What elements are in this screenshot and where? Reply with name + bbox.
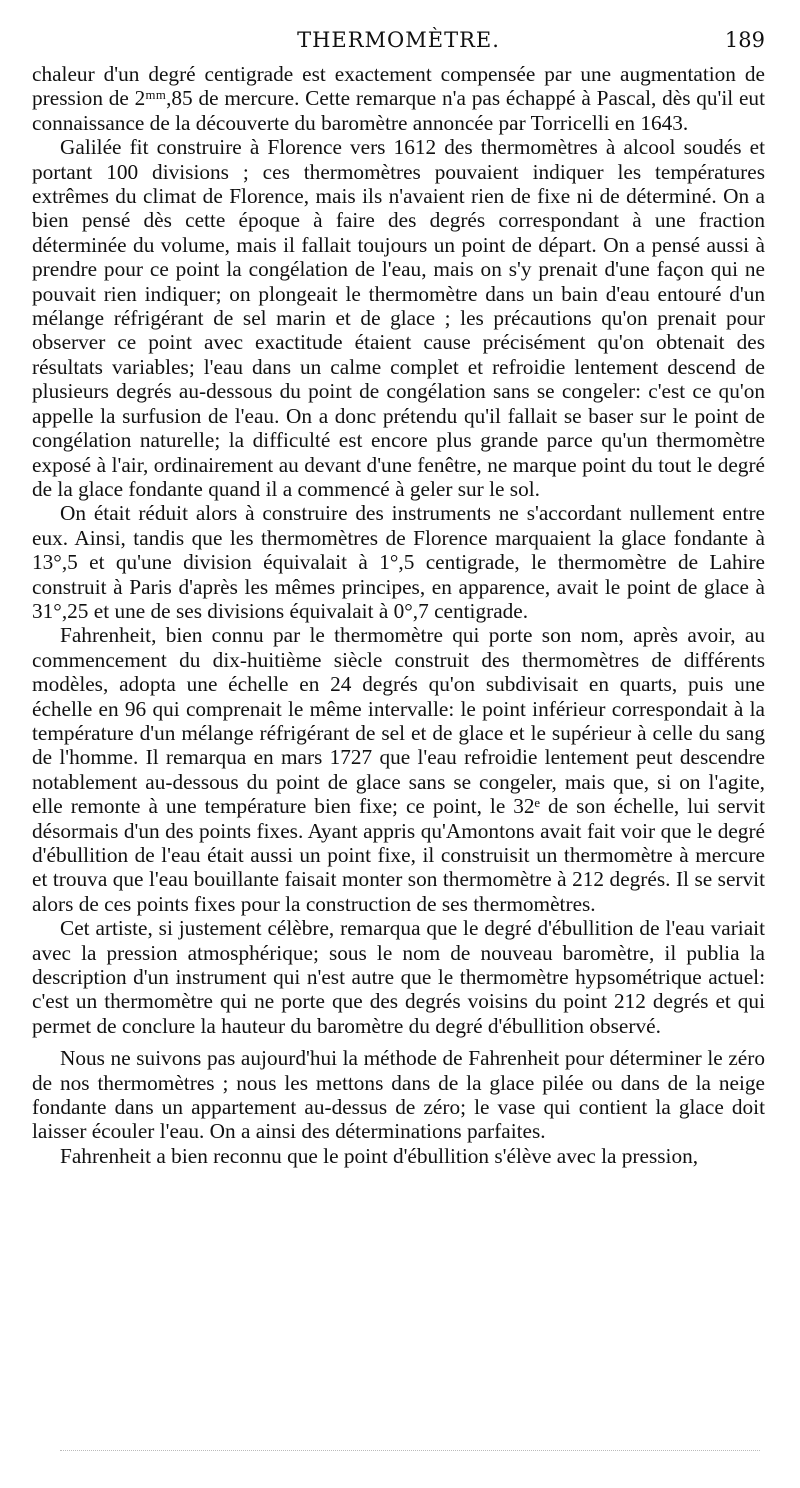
paragraph-2: Galilée fit construire à Florence vers 1612 des thermomètres à alcool soudés et portant 100 divisions ; ces thermomètres pouvaient indiquer les températures extrêmes du climat de Florence, mais ils n'avaient rien de fixe ni de déterminé. On a bien pensé dès cette époque à faire des degrés correspondant à une fraction déterminée du volume, mais il fallait toujours un point de départ. On a pensé aussi à prendre pour ce point la congélation de l'eau, mais on s'y prenait d'une façon qui ne pouvait rien indiquer; on plongeait le thermomètre dans un bain d'eau entouré d'un mélange réfrigérant de sel marin et de glace ; les précautions qu'on prenait pour observer ce point avec exactitude étaient cause précisément qu'on obtenait des résultats variables; l'eau dans un calme complet et refroidie lentement descend de plusieurs degrés au-dessous du point de congélation sans se congeler: c'est ce qu'on appelle la surfusion de l'eau. On a donc prétendu qu'il fallait se baser sur le point de congélation naturelle; la difficulté est encore plus grande parce qu'un thermomètre exposé à l'air, ordinairement au devant d'une fenêtre, ne marque point du tout le degré de la glace fondante quand il a commencé à geler sur le sol. — [32, 135, 765, 501]
paragraph-5: Cet artiste, si justement célèbre, remarqua que le degré d'ébullition de l'eau variait avec la pression atmosphérique; sous le nom de nouveau baromètre, il publia la description d'un instrument qui n'est autre que le thermomètre hypsométrique actuel: c'est un thermomètre qui ne porte que des degrés voisins du point 212 degrés et qui permet de conclure la hauteur du baromètre du degré d'ébullition observé. — [32, 916, 765, 1038]
running-title: THERMOMÈTRE. — [297, 28, 500, 52]
paragraph-7: Fahrenheit a bien reconnu que le point d'ébullition s'élève avec la pression, — [60, 1143, 699, 1168]
paragraph-3: On était réduit alors à construire des instruments ne s'accordant nullement entre eux. Ainsi, tandis que les thermomètres de Florence marquaient la glace fondante à 13°,5 et qu'une division équivalait à 1°,5 centigrade, le thermomètre de Lahire construit à Paris d'après les mêmes principes, en apparence, avait le point de glace à 31°,25 et une de ses divisions équivalait à 0°,7 centigrade. — [32, 501, 765, 623]
paragraph-4: Fahrenheit, bien connu par le thermomètre qui porte son nom, après avoir, au commencement du dix-huitième siècle construit des thermomètres de différents modèles, adopta une échelle en 24 degrés qu'on subdivisait en quarts, puis une échelle en 96 qui comprenait le même intervalle: le point inférieur correspondait à la température d'un mélange réfrigérant de sel et de glace et le supérieur à celle du sang de l'homme. Il remarqua en mars 1727 que l'eau refroidie lentement peut descendre notablement au-dessous du point de glace sans se congeler, mais que, si on l'agite, elle remonte à une température bien fixe; ce point, le 32ᵉ de son échelle, lui servit désormais d'un des points fixes. Ayant appris qu'Amontons avait fait voir que le degré d'ébullition de l'eau était aussi un point fixe, il construisit un thermomètre à mercure et trouva que l'eau bouillante faisait monter son thermomètre à 212 degrés. Il se servit alors de ces points fixes pour la construction de ses thermomètres. — [32, 623, 765, 916]
paragraph-6: Nous ne suivons pas aujourd'hui la méthode de Fahrenheit pour déterminer le zéro de nos thermomètres ; nous les mettons dans de la glace pilée ou dans de la neige fondante dans un appartement au-dessus de zéro; le vase qui contient la glace doit laisser écouler l'eau. On a ainsi des déterminations parfaites. — [32, 1046, 765, 1144]
page-number: 189 — [724, 28, 765, 52]
body-text — [32, 62, 765, 1168]
paragraph-1: chaleur d'un degré centigrade est exactement compensée par une augmentation de pression de 2ᵐᵐ,85 de mercure. Cette remarque n'a pas échappé à Pascal, dès qu'il eut connaissance de la découverte du baromètre annoncée par Torricelli en 1643. — [32, 62, 765, 135]
book-page — [32, 28, 765, 1168]
footer-dotted-rule — [60, 1450, 760, 1452]
running-header — [32, 28, 765, 58]
